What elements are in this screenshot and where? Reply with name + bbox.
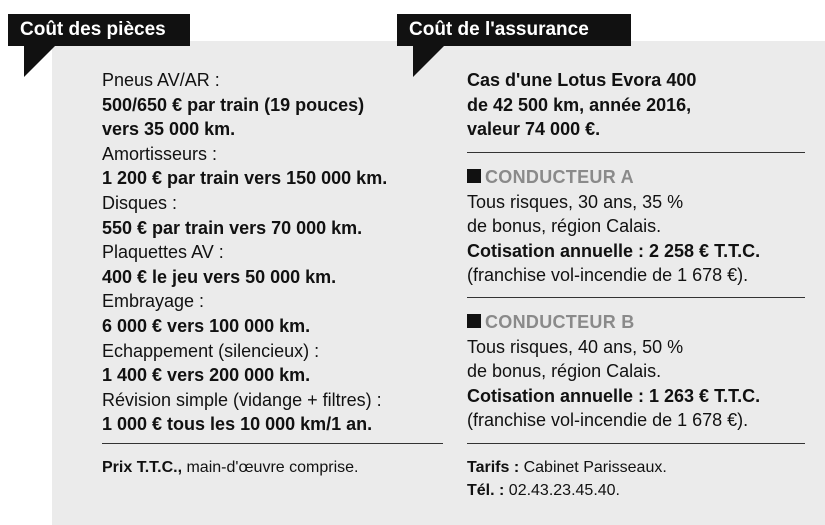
- tel-label: Tél. :: [467, 482, 505, 499]
- pieces-cost-list: [102, 68, 447, 437]
- tarifs-label: Tarifs :: [467, 459, 520, 476]
- piece-cost-value: 1 200 € par train vers 150 000 km.: [102, 168, 388, 189]
- conducteur-b-line: Tous risques, 40 ans, 50 %: [467, 336, 684, 357]
- piece-label: Amortisseurs :: [102, 143, 218, 164]
- intro-line: valeur 74 000 €.: [467, 119, 601, 140]
- piece-label: Echappement (silencieux) :: [102, 340, 320, 361]
- piece-label: Pneus AV/AR :: [102, 70, 220, 90]
- footer-text: main-d'œuvre comprise.: [182, 459, 359, 476]
- piece-cost-value: 500/650 € par train (19 pouces): [102, 94, 365, 115]
- conducteur-a-franchise: (franchise vol-incendie de 1 678 €).: [467, 265, 749, 286]
- piece-label: Embrayage :: [102, 291, 205, 312]
- divider: [102, 443, 443, 444]
- piece-cost-value: 400 € le jeu vers 50 000 km.: [102, 266, 337, 287]
- divider: [467, 443, 805, 444]
- square-bullet-icon: [467, 169, 481, 183]
- tarifs-value: Cabinet Parisseaux.: [519, 459, 667, 476]
- intro-line: de 42 500 km, année 2016,: [467, 94, 692, 115]
- header-cout-pieces: Coût des pièces: [8, 14, 190, 46]
- tel-value: 02.43.23.45.40.: [504, 482, 620, 499]
- conducteur-a-line: de bonus, région Calais.: [467, 216, 662, 237]
- piece-cost-value: 1 000 € tous les 10 000 km/1 an.: [102, 414, 373, 435]
- conducteur-b-title: CONDUCTEUR B: [467, 310, 812, 335]
- assurance-column: [467, 68, 812, 142]
- header-cout-assurance: Coût de l'assurance: [397, 14, 631, 46]
- piece-label: Plaquettes AV :: [102, 242, 224, 263]
- conducteur-a-cotisation: Cotisation annuelle : 2 258 € T.T.C.: [467, 240, 761, 261]
- conducteur-a-block: [467, 165, 812, 288]
- footer-label: Prix T.T.C.,: [102, 459, 183, 476]
- header-tail-decoration: [24, 45, 56, 77]
- piece-label: Révision simple (vidange + filtres) :: [102, 389, 382, 410]
- pieces-footer: [102, 456, 358, 479]
- divider: [467, 297, 805, 298]
- assurance-footer: [467, 456, 667, 502]
- piece-cost-value: 6 000 € vers 100 000 km.: [102, 315, 311, 336]
- conducteur-a-title: CONDUCTEUR A: [467, 165, 812, 190]
- piece-label: Disques :: [102, 192, 178, 213]
- divider: [467, 152, 805, 153]
- conducteur-b-cotisation: Cotisation annuelle : 1 263 € T.T.C.: [467, 385, 761, 406]
- piece-cost-value: 1 400 € vers 200 000 km.: [102, 365, 311, 386]
- conducteur-b-block: [467, 310, 812, 433]
- conducteur-a-line: Tous risques, 30 ans, 35 %: [467, 191, 684, 212]
- piece-cost-value: 550 € par train vers 70 000 km.: [102, 217, 363, 238]
- conducteur-b-line: de bonus, région Calais.: [467, 361, 662, 382]
- conducteur-b-franchise: (franchise vol-incendie de 1 678 €).: [467, 410, 749, 431]
- intro-line: Cas d'une Lotus Evora 400: [467, 70, 697, 90]
- piece-cost-value: vers 35 000 km.: [102, 119, 236, 140]
- square-bullet-icon: [467, 314, 481, 328]
